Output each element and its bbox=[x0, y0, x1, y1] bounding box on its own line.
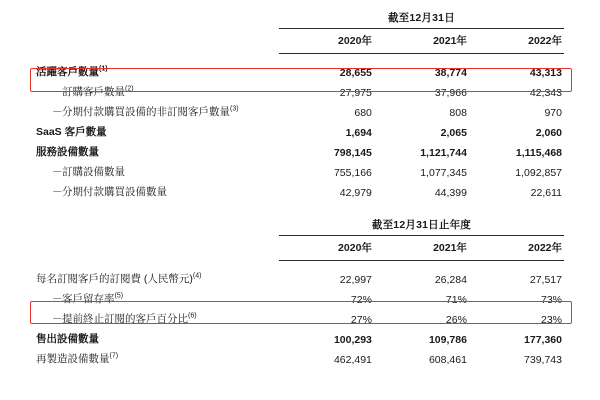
row-value: 28,655 bbox=[339, 66, 372, 79]
bottom-header-span-row bbox=[36, 217, 564, 235]
row-label: 服務設備數量 bbox=[36, 145, 99, 158]
top-year-2022: 2022年 bbox=[528, 35, 562, 47]
row-footnote: (3) bbox=[230, 105, 239, 112]
top-header-span-row bbox=[36, 10, 564, 28]
table-row bbox=[36, 121, 564, 141]
bottom-spacer bbox=[36, 261, 564, 268]
row-value: 100,293 bbox=[333, 333, 372, 346]
metrics-table-bottom bbox=[36, 217, 564, 368]
row-label: SaaS 客戶數量 bbox=[36, 125, 107, 138]
row-value: 608,461 bbox=[428, 353, 467, 366]
row-value: 970 bbox=[544, 106, 562, 119]
table-row bbox=[36, 268, 564, 288]
row-value: 1,115,468 bbox=[515, 146, 562, 159]
row-value: 42,343 bbox=[529, 86, 562, 99]
row-label: 提前終止訂閱的客戶百分比 bbox=[62, 312, 188, 325]
table-row bbox=[36, 348, 564, 368]
dash-marker: － bbox=[52, 105, 63, 118]
row-label: 活躍客戶數量 bbox=[36, 65, 99, 78]
dash-marker: － bbox=[52, 185, 63, 198]
row-value: 109,786 bbox=[428, 333, 467, 346]
bottom-year-2021: 2021年 bbox=[433, 242, 467, 254]
table-row bbox=[36, 308, 564, 328]
row-footnote: (5) bbox=[114, 292, 124, 299]
row-footnote: (1) bbox=[99, 65, 108, 72]
table-row bbox=[36, 328, 564, 348]
row-value: 1,694 bbox=[345, 126, 372, 139]
row-label: 再製造設備數量 bbox=[36, 352, 110, 365]
row-footnote: (2) bbox=[125, 85, 134, 92]
row-label: 每名訂閱客戶的訂閱費 (人民幣元) bbox=[36, 272, 193, 285]
metrics-table-top bbox=[36, 10, 564, 201]
row-value: 755,166 bbox=[333, 166, 372, 179]
row-label: 客戶留存率 bbox=[62, 292, 115, 305]
dash-marker: － bbox=[52, 165, 63, 178]
top-year-2021: 2021年 bbox=[433, 35, 467, 47]
top-header-span: 截至12月31日 bbox=[387, 12, 455, 24]
row-value: 680 bbox=[354, 106, 372, 119]
row-label: 訂購客戶數量 bbox=[62, 85, 125, 98]
row-value: 2,065 bbox=[440, 126, 467, 139]
row-value: 798,145 bbox=[333, 146, 372, 159]
row-value: 739,743 bbox=[524, 353, 562, 366]
top-year-2020: 2020年 bbox=[338, 35, 372, 47]
table-row bbox=[36, 81, 564, 101]
bottom-year-2020: 2020年 bbox=[338, 242, 372, 254]
row-value: 43,313 bbox=[529, 66, 562, 79]
row-label: 訂購設備數量 bbox=[62, 165, 125, 178]
dash-marker: － bbox=[52, 85, 63, 98]
row-value: 27% bbox=[350, 313, 372, 326]
row-value: 808 bbox=[449, 106, 467, 119]
table-row bbox=[36, 101, 564, 121]
top-spacer bbox=[36, 54, 564, 61]
table-row bbox=[36, 288, 564, 308]
row-value: 73% bbox=[540, 293, 562, 306]
row-value: 42,979 bbox=[339, 186, 372, 199]
row-footnote: (7) bbox=[109, 352, 119, 359]
row-value: 72% bbox=[350, 293, 372, 306]
row-value: 37,966 bbox=[434, 86, 467, 99]
row-label: 售出設備數量 bbox=[36, 332, 99, 345]
row-value: 2,060 bbox=[535, 126, 562, 139]
table-row bbox=[36, 161, 564, 181]
row-value: 26% bbox=[445, 313, 467, 326]
row-value: 1,121,744 bbox=[420, 146, 467, 159]
row-label: 分期付款購買設備的非訂閱客戶數量 bbox=[62, 105, 230, 118]
row-value: 71% bbox=[445, 293, 467, 306]
row-value: 1,092,857 bbox=[515, 166, 562, 179]
row-footnote: (4) bbox=[192, 272, 202, 279]
row-value: 22,997 bbox=[339, 273, 372, 286]
row-value: 27,975 bbox=[339, 86, 372, 99]
row-value: 177,360 bbox=[524, 333, 562, 346]
row-value: 38,774 bbox=[434, 66, 467, 79]
top-year-row bbox=[36, 29, 564, 53]
bottom-year-2022: 2022年 bbox=[528, 242, 562, 254]
bottom-year-row bbox=[36, 236, 564, 260]
table-row bbox=[36, 141, 564, 161]
row-value: 27,517 bbox=[529, 273, 562, 286]
dash-marker: － bbox=[52, 312, 63, 325]
table-row bbox=[36, 181, 564, 201]
table-row bbox=[36, 61, 564, 81]
row-value: 1,077,345 bbox=[420, 166, 467, 179]
bottom-header-span: 截至12月31日止年度 bbox=[371, 219, 471, 231]
row-value: 26,284 bbox=[434, 273, 467, 286]
row-value: 22,611 bbox=[530, 186, 562, 199]
row-value: 44,399 bbox=[434, 186, 467, 199]
row-value: 462,491 bbox=[333, 353, 372, 366]
row-label: 分期付款購買設備數量 bbox=[62, 185, 167, 198]
dash-marker: － bbox=[52, 292, 63, 305]
row-footnote: (6) bbox=[188, 312, 197, 319]
row-value: 23% bbox=[540, 313, 562, 326]
